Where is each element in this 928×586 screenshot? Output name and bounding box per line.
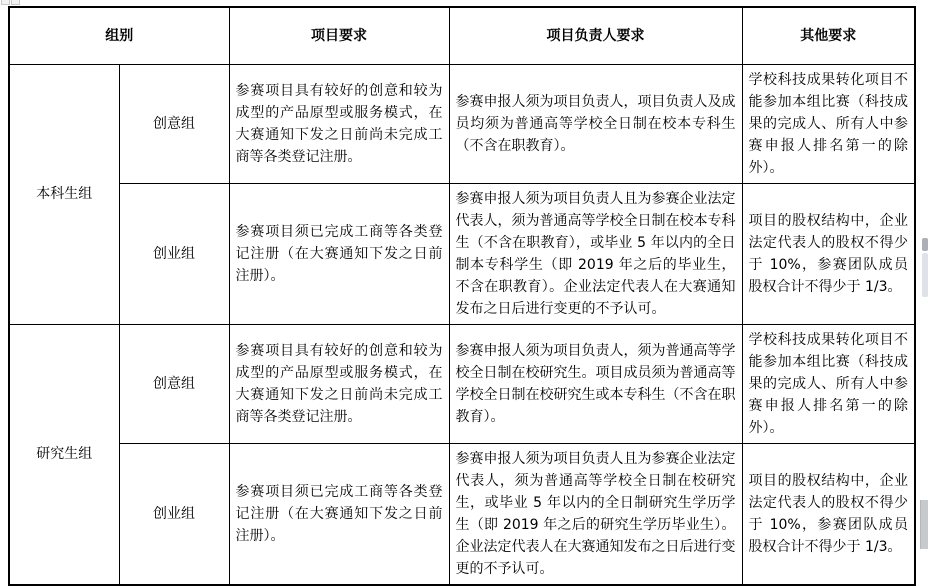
requirements-table bbox=[8, 6, 916, 586]
subgroup-creative-cell: 创意组 bbox=[119, 64, 229, 183]
other-requirement-cell: 学校科技成果转化项目不能参加本组比赛（科技成果的完成人、所有人中参赛申报人排名第一的除外）。 bbox=[742, 64, 915, 183]
scrollbar-fragment[interactable] bbox=[922, 238, 928, 251]
group-name-graduate: 研究生组 bbox=[9, 324, 119, 585]
header-other-requirements: 其他要求 bbox=[742, 7, 915, 64]
other-requirement-cell: 项目的股权结构中，企业法定代表人的股权不得少于 10%，参赛团队成员股权合计不得少于 1/3。 bbox=[742, 443, 915, 585]
handle-square-icon bbox=[11, 0, 20, 5]
table-row bbox=[9, 324, 915, 443]
header-leader-requirements: 项目负责人要求 bbox=[449, 7, 742, 64]
table-header-row bbox=[9, 7, 915, 64]
handle-square-icon bbox=[1, 0, 10, 5]
leader-requirement-cell: 参赛申报人须为项目负责人，项目负责人及成员均须为普通高等学校全日制在校本专科生（不含在职教育）。 bbox=[449, 64, 742, 183]
subgroup-creative-cell: 创意组 bbox=[119, 324, 229, 443]
other-requirement-cell: 学校科技成果转化项目不能参加本组比赛（科技成果的完成人、所有人中参赛申报人排名第一的除外）。 bbox=[742, 324, 915, 443]
project-requirement-cell: 参赛项目具有较好的创意和较为成型的产品原型或服务模式，在大赛通知下发之日前尚未完成工商等各类登记注册。 bbox=[229, 324, 449, 443]
project-requirement-cell: 参赛项目须已完成工商等各类登记注册（在大赛通知下发之日前注册）。 bbox=[229, 183, 449, 324]
table-row bbox=[9, 183, 915, 324]
group-name-undergraduate: 本科生组 bbox=[9, 64, 119, 324]
header-group: 组别 bbox=[9, 7, 229, 64]
project-requirement-cell: 参赛项目须已完成工商等各类登记注册（在大赛通知下发之日前注册）。 bbox=[229, 443, 449, 585]
subgroup-startup-cell: 创业组 bbox=[119, 183, 229, 324]
table-row bbox=[9, 443, 915, 585]
table-handle-artifact bbox=[0, 0, 20, 5]
table-row bbox=[9, 64, 915, 183]
scrollbar-fragment[interactable] bbox=[920, 500, 928, 549]
scrollbar-thumb[interactable] bbox=[922, 253, 928, 297]
header-project-requirements: 项目要求 bbox=[229, 7, 449, 64]
project-requirement-cell: 参赛项目具有较好的创意和较为成型的产品原型或服务模式，在大赛通知下发之日前尚未完成工商等各类登记注册。 bbox=[229, 64, 449, 183]
leader-requirement-cell: 参赛申报人须为项目负责人且为参赛企业法定代表人，须为普通高等学校全日制在校本专科生（不含在职教育），或毕业 5 年以内的全日制本专科学生（即 2019 年之后的毕业生，不含在职教育）。企业法定代表人在大赛通知发布之日后进行变更的不予认可。 bbox=[449, 183, 742, 324]
subgroup-startup-cell: 创业组 bbox=[119, 443, 229, 585]
leader-requirement-cell: 参赛申报人须为项目负责人，须为普通高等学校全日制在校研究生。项目成员须为普通高等学校全日制在校研究生或本专科生（不含在职教育）。 bbox=[449, 324, 742, 443]
leader-requirement-cell: 参赛申报人须为项目负责人且为参赛企业法定代表人，须为普通高等学校全日制在校研究生，或毕业 5 年以内的全日制研究生学历学生（即 2019 年之后的研究生学历毕业生）。企业法定代表人在大赛通知发布之日后进行变更的不予认可。 bbox=[449, 443, 742, 585]
other-requirement-cell: 项目的股权结构中，企业法定代表人的股权不得少于 10%，参赛团队成员股权合计不得少于 1/3。 bbox=[742, 183, 915, 324]
